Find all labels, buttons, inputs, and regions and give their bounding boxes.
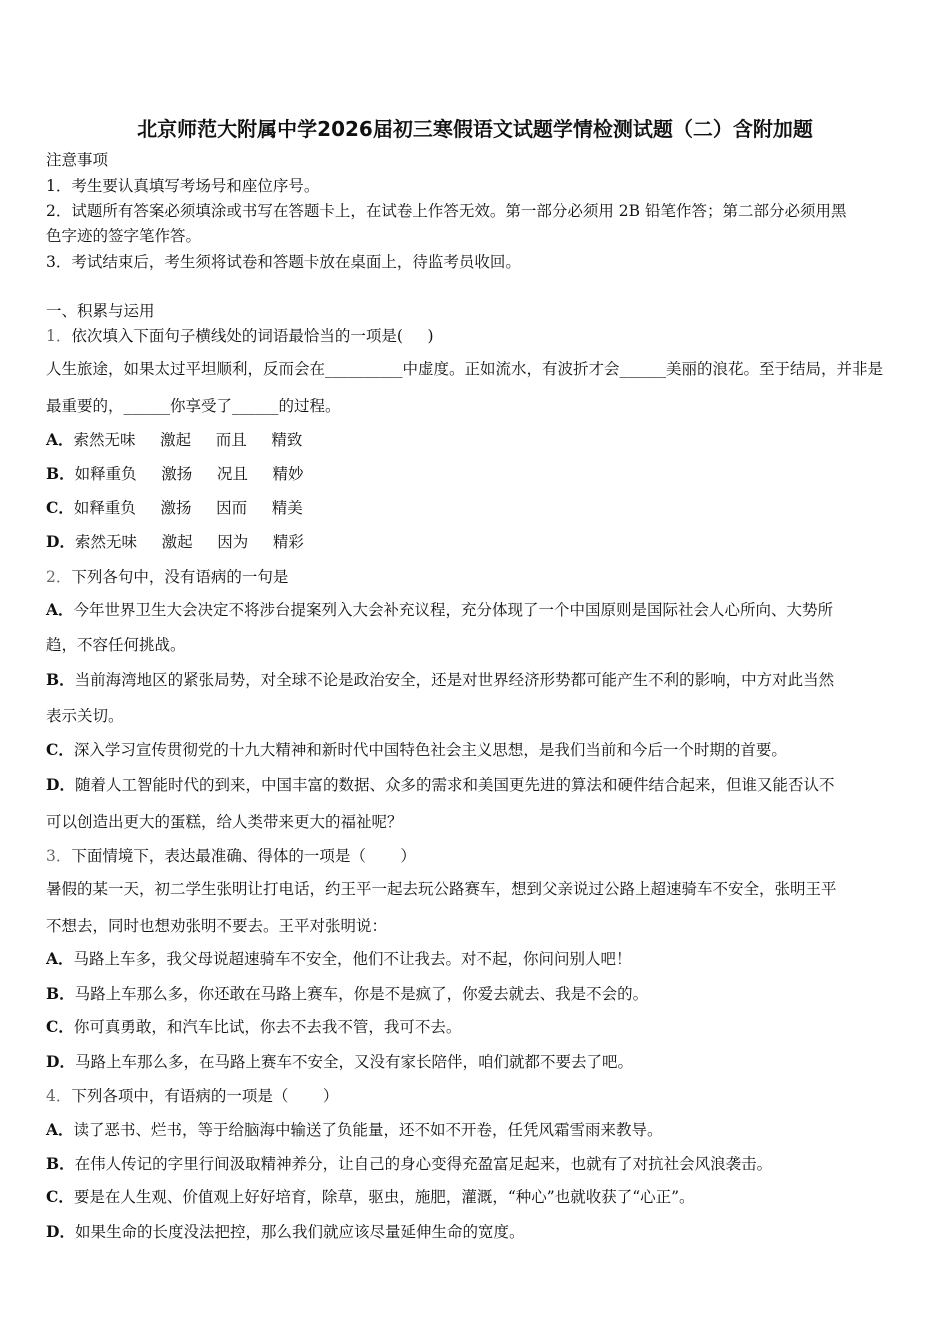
question-1-body: 最重要的，______你享受了______的过程。 (46, 397, 341, 415)
option-continuation: 趋，不容任何挑战。 (46, 636, 186, 654)
option-b (46, 464, 304, 484)
option-text: 在伟人传记的字里行间汲取精神养分，让自己的身心变得充盈富足起来，也就有了对抗社会风浪袭击。 (74, 1155, 773, 1173)
option-c (46, 740, 787, 760)
option-text: 当前海湾地区的紧张局势，对全球不论是政治安全，还是对世界经济形势都可能产生不利的影响，中方对此当然 (74, 671, 835, 689)
option-label: A． (46, 600, 74, 619)
question-3-body: 暑假的某一天，初二学生张明让打电话，约王平一起去玩公路赛车，想到父亲说过公路上超速骑车不安全，张明王平 (46, 880, 837, 898)
option-label: C． (46, 1187, 74, 1206)
option-label: B． (46, 670, 75, 689)
option-text: 读了恶书、烂书，等于给脑海中输送了负能量，还不如不开卷，任凭风霜雪雨来教导。 (73, 1121, 663, 1139)
question-text: 下列各项中，有语病的一项是（ ） (71, 1087, 339, 1105)
option-label: D． (46, 1052, 75, 1071)
option-label: D． (46, 1222, 75, 1241)
section-heading: 一、积累与运用 (46, 302, 155, 320)
option-label: D． (46, 532, 75, 551)
question-3-body: 不想去，同时也想劝张明不要去。王平对张明说： (46, 917, 388, 935)
option-b (46, 1154, 772, 1174)
option-a (46, 600, 833, 620)
option-c (46, 1017, 461, 1037)
option-continuation: 表示关切。 (46, 707, 124, 725)
question-4-stem (46, 1086, 338, 1106)
notice-item: 1．考生要认真填写考场号和座位序号。 (46, 177, 320, 195)
question-text: 下列各句中，没有语病的一句是 (71, 568, 289, 586)
question-number: 3． (46, 847, 72, 865)
question-2-stem (46, 567, 288, 587)
option-a (46, 949, 632, 969)
option-text: 索然无味 激起 而且 精致 (73, 431, 303, 449)
option-a (46, 430, 302, 450)
option-text: 马路上车那么多，在马路上赛车不安全，又没有家长陪伴，咱们就都不要去了吧。 (74, 1053, 633, 1071)
option-text: 索然无味 激起 因为 精彩 (74, 533, 304, 551)
notice-item: 3．考试结束后，考生须将试卷和答题卡放在桌面上，待监考员收回。 (46, 253, 521, 271)
option-label: A． (46, 430, 74, 449)
option-continuation: 可以创造出更大的蛋糕，给人类带来更大的福祉呢？ (46, 813, 403, 831)
option-b (46, 984, 648, 1004)
question-number: 1． (46, 327, 72, 345)
option-text: 随着人工智能时代的到来，中国丰富的数据、众多的需求和美国更先进的算法和硬件结合起来，但谁又能否认不 (74, 776, 835, 794)
option-text: 今年世界卫生大会决定不将涉台提案列入大会补充议程，充分体现了一个中国原则是国际社会人心所向、大势所 (73, 601, 834, 619)
option-text: 要是在人生观、价值观上好好培育，除草，驱虫，施肥，灌溉，“种心”也就收获了“心正”。 (73, 1188, 695, 1206)
option-d (46, 532, 304, 552)
option-d (46, 1052, 633, 1072)
option-label: C． (46, 498, 74, 517)
question-number: 4． (46, 1087, 72, 1105)
notice-item: 2．试题所有答案必须填涂或书写在答题卡上，在试卷上作答无效。第一部分必须用 2B 铅笔作答；第二部分必须用黑 (46, 202, 847, 220)
option-d (46, 1222, 524, 1242)
option-a (46, 1120, 663, 1140)
option-label: C． (46, 1017, 74, 1036)
question-text: 下面情境下，表达最准确、得体的一项是（ ） (71, 847, 416, 865)
notice-item: 色字迹的签字笔作答。 (46, 227, 202, 245)
notice-heading: 注意事项 (46, 151, 109, 169)
option-c (46, 498, 303, 518)
question-3-stem (46, 846, 416, 866)
option-label: B． (46, 984, 75, 1003)
question-number: 2． (46, 568, 72, 586)
question-text: 依次填入下面句子横线处的词语最恰当的一项是( ) (71, 327, 434, 345)
option-text: 深入学习宣传贯彻党的十九大精神和新时代中国特色社会主义思想，是我们当前和今后一个时期的首要。 (73, 741, 787, 759)
option-label: A． (46, 1120, 74, 1139)
option-label: B． (46, 464, 75, 483)
option-text: 马路上车那么多，你还敢在马路上赛车，你是不是疯了，你爱去就去、我是不会的。 (74, 985, 649, 1003)
document-title: 北京师范大附属中学2026届初三寒假语文试题学情检测试题（二）含附加题 (137, 117, 813, 141)
option-text: 如释重负 激扬 因而 精美 (73, 499, 303, 517)
option-d (46, 775, 834, 795)
option-label: A． (46, 949, 74, 968)
option-text: 如果生命的长度没法把控，那么我们就应该尽量延伸生命的宽度。 (74, 1223, 525, 1241)
option-c (46, 1187, 695, 1207)
option-text: 你可真勇敢，和汽车比试，你去不去我不管，我可不去。 (73, 1018, 462, 1036)
option-label: B． (46, 1154, 75, 1173)
question-1-body: 人生旅途，如果太过平坦顺利，反而会在__________中虚度。正如流水，有波折才会______美丽的浪花。至于结局，并非是 (46, 360, 884, 378)
option-text: 如释重负 激扬 况且 精妙 (74, 465, 304, 483)
option-label: C． (46, 740, 74, 759)
option-label: D． (46, 775, 75, 794)
question-1-stem (46, 326, 434, 346)
option-text: 马路上车多，我父母说超速骑车不安全，他们不让我去。对不起，你问问别人吧！ (73, 950, 632, 968)
option-b (46, 670, 834, 690)
